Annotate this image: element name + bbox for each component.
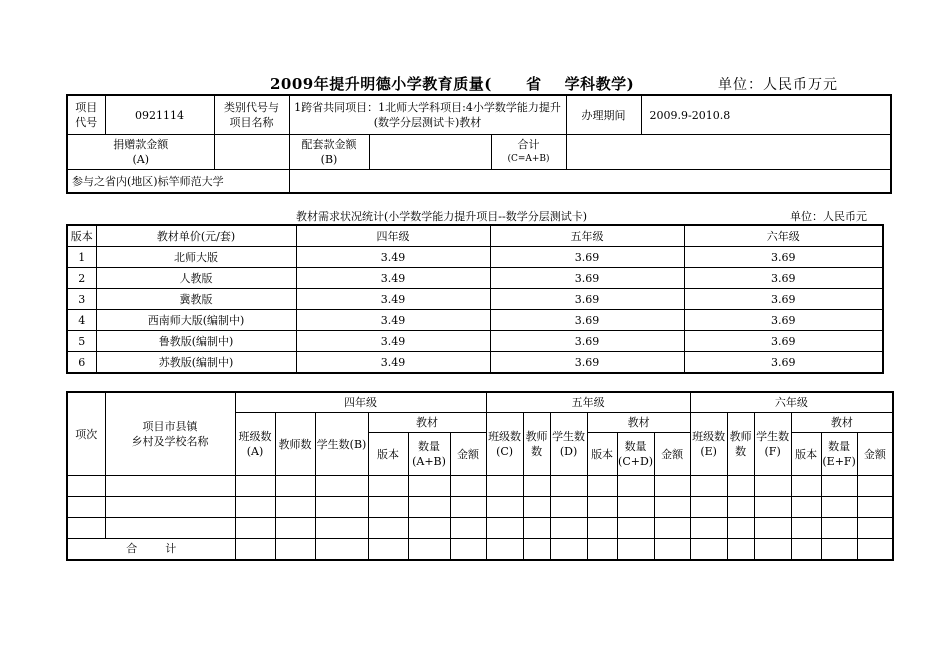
g6-teachers-header: 教师数 — [727, 413, 754, 476]
col-header-grade5: 五年级 — [490, 225, 684, 247]
g5-teachers-header: 教师数 — [523, 413, 550, 476]
demand-table — [66, 224, 884, 374]
col-header-version: 版本 — [67, 225, 96, 247]
currency-unit: 单位：人民币万元 — [718, 77, 838, 93]
g4-amount-header: 金额 — [450, 433, 486, 476]
project-info-table — [66, 94, 892, 194]
table-row: 2 人教版 3.49 3.69 3.69 — [67, 268, 883, 289]
g5-classes-header: 班级数(C) — [486, 413, 523, 476]
table-row: 6 苏教版(编制中) 3.49 3.69 3.69 — [67, 352, 883, 374]
total-label: 合计 (C=A+B) — [491, 135, 566, 170]
col-header-grade4: 四年级 — [296, 225, 490, 247]
total-value — [566, 135, 891, 170]
table-row — [67, 497, 893, 518]
total-row — [67, 539, 893, 560]
project-code: 0921114 — [105, 95, 214, 135]
project-name: 1跨省共同项目：1北师大学科项目:4小学数学能力提升(数学分层测试卡)教材 — [289, 95, 566, 135]
item-no-header: 项次 — [67, 392, 105, 476]
table-row: 3 冀教版 3.49 3.69 3.69 — [67, 289, 883, 310]
g6-amount-header: 金额 — [857, 433, 893, 476]
g4-version-header: 版本 — [368, 433, 408, 476]
grade4-header: 四年级 — [235, 392, 486, 413]
g5-qty-header: 数量(C+D) — [617, 433, 654, 476]
g4-students-header: 学生数(B) — [315, 413, 368, 476]
university-label: 参与之省内(地区)标竿师范大学 — [67, 170, 289, 194]
table-row: 4 西南师大版(编制中) 3.49 3.69 3.69 — [67, 310, 883, 331]
matching-value — [369, 135, 491, 170]
page-title: 2009年提升明德小学教育质量( 省 学科教学) — [270, 75, 635, 93]
demand-unit: 单位：人民币元 — [790, 210, 867, 223]
table-row: 5 鲁教版(编制中) 3.49 3.69 3.69 — [67, 331, 883, 352]
g6-classes-header: 班级数(E) — [690, 413, 727, 476]
table-row — [67, 518, 893, 539]
schools-table — [66, 391, 894, 561]
total-row-label: 合 计 — [67, 539, 235, 560]
g5-version-header: 版本 — [587, 433, 617, 476]
g5-material-header: 教材 — [587, 413, 690, 433]
donation-value — [214, 135, 289, 170]
period-label: 办理期间 — [566, 95, 641, 135]
col-header-grade6: 六年级 — [684, 225, 883, 247]
g4-classes-header: 班级数(A) — [235, 413, 275, 476]
col-header-price: 教材单价(元/套) — [96, 225, 296, 247]
g5-students-header: 学生数(D) — [550, 413, 587, 476]
demand-subtitle: 教材需求状况统计(小学数学能力提升项目--数学分层测试卡) — [296, 210, 588, 223]
g6-students-header: 学生数(F) — [754, 413, 791, 476]
g4-qty-header: 数量(A+B) — [408, 433, 450, 476]
school-name-header: 项目市县镇 乡村及学校名称 — [105, 392, 235, 476]
g6-material-header: 教材 — [791, 413, 893, 433]
category-label: 类别代号与 项目名称 — [214, 95, 289, 135]
g4-material-header: 教材 — [368, 413, 486, 433]
period-value: 2009.9-2010.8 — [641, 95, 891, 135]
g6-qty-header: 数量(E+F) — [821, 433, 857, 476]
table-row: 1 北师大版 3.49 3.69 3.69 — [67, 247, 883, 268]
grade6-header: 六年级 — [690, 392, 893, 413]
g4-teachers-header: 教师数 — [275, 413, 315, 476]
g5-amount-header: 金额 — [654, 433, 690, 476]
grade5-header: 五年级 — [486, 392, 690, 413]
matching-label: 配套款金额 (B) — [289, 135, 369, 170]
g6-version-header: 版本 — [791, 433, 821, 476]
university-value — [289, 170, 891, 194]
project-code-label: 项目 代号 — [67, 95, 105, 135]
table-row — [67, 476, 893, 497]
donation-label: 捐赠款金额 (A) — [67, 135, 214, 170]
